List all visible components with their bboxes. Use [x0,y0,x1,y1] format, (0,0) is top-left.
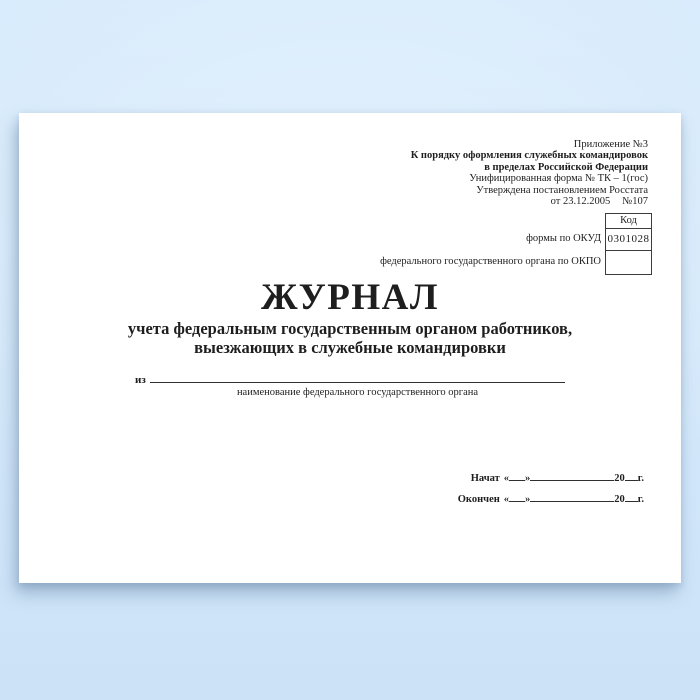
org-name-blank-line [150,371,565,383]
started-year-blank [625,470,638,481]
org-name-row [135,371,565,387]
finished-month-blank [530,491,614,502]
header-block [411,139,648,207]
order-reference-line1: К порядку оформления служебных командировок [410,150,648,162]
okpo-label: федерального государственного органа по ОКПО [380,256,601,267]
unified-form-line: Унифицированная форма № ТК – 1(гос) [469,173,648,185]
finished-year-suffix: г. [637,494,644,505]
approved-by-line: Утверждена постановлением Росстата [476,184,648,196]
started-year-prefix: 20 [614,473,625,484]
journal-subtitle [19,319,681,357]
okud-label: формы по ОКУД [526,233,601,244]
started-label: Начат [470,473,500,484]
finished-day-blank [509,491,525,502]
started-year-suffix: г. [637,473,644,484]
started-open-quote: « [503,473,510,484]
started-day-blank [509,470,525,481]
journal-subtitle-line1: учета федеральным государственным органом работников, [127,319,573,338]
code-box [605,213,652,275]
started-close-quote: » [525,473,531,484]
org-name-caption: наименование федерального государственного органа [236,387,479,398]
okpo-value-cell [606,251,651,274]
code-table [380,213,652,275]
finished-year-prefix: 20 [614,494,625,505]
journal-cover-page [19,113,681,583]
approval-date-line [411,196,648,207]
started-row [471,470,644,486]
started-month-blank [530,470,614,481]
finished-year-blank [625,491,638,502]
finished-open-quote: « [503,494,510,505]
journal-subtitle-line2: выезжающих в служебные командировки [194,338,506,357]
journal-title: ЖУРНАЛ [261,277,439,318]
code-label-spacer [380,213,601,228]
finished-label: Окончен [457,494,500,505]
finished-close-quote: » [525,494,531,505]
okud-value-cell: 0301028 [606,229,651,251]
finished-row [458,491,644,507]
code-labels [380,213,605,273]
code-header-cell: Код [606,214,651,229]
order-reference-line2: в пределах Российской Федерации [484,161,648,173]
approval-number: №107 [622,196,648,208]
from-label: из [135,374,146,386]
approval-date: от 23.12.2005 [550,196,611,208]
appendix-note: Приложение №3 [573,139,648,150]
